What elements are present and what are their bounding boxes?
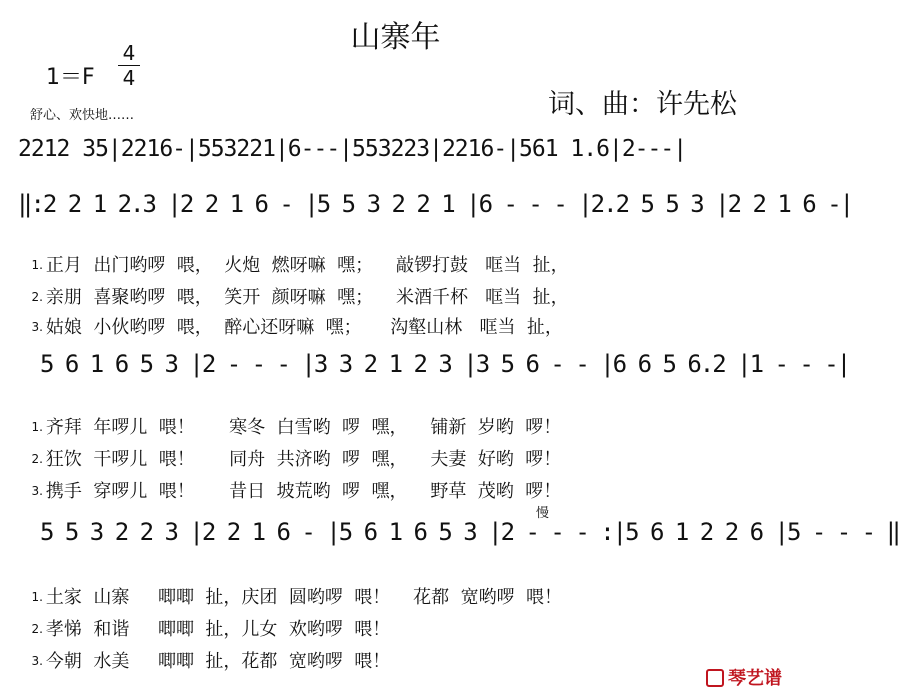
verse-number: 1.	[31, 590, 43, 604]
system-1-melody: ‖:2 2 1 2.3 |2 2 1 6 - |5 5 3 2 2 1 |6 - - - |2.2 5 5 3 |2 2 1 6 -|	[18, 190, 853, 218]
verse-number: 2.	[31, 290, 43, 304]
verse-text: 携手 穿啰儿 喂！ 昔日 坡荒哟 啰 嘿， 野草 茂哟 啰！	[45, 481, 562, 502]
verse-number: 3.	[31, 484, 43, 498]
time-signature-bottom: 4	[122, 66, 136, 90]
logo-icon	[706, 669, 724, 687]
verse-number: 1.	[31, 420, 43, 434]
system-3-verse-3	[20, 626, 390, 673]
verse-text: 土家 山寨 唧唧 扯，庆团 圆哟啰 喂！ 花都 宽哟啰 喂！	[45, 587, 563, 608]
verse-text: 今朝 水美 唧唧 扯，花都 宽哟啰 喂！	[45, 651, 391, 672]
verse-text: 齐拜 年啰儿 喂！ 寒冬 白雪哟 啰 嘿， 铺新 岁哟 啰！	[45, 417, 562, 438]
time-signature-top: 4	[122, 41, 136, 65]
verse-number: 2.	[31, 452, 43, 466]
system-2-melody: 5 6 1 6 5 3 |2 - - - |3 3 2 1 2 3 |3 5 6 - - |6 6 5 6.2 |1 - - -|	[40, 350, 850, 378]
system-1-verse-3	[20, 292, 563, 339]
song-title: 山寨年	[350, 20, 441, 55]
system-3-melody: 5 5 3 2 2 3 |2 2 1 6 - |5 6 1 6 5 3 |2 - - - :|5 6 1 2 2 6 |5 - - - ‖	[40, 518, 899, 546]
key-signature: 1＝F	[46, 65, 95, 90]
intro-melody: 2212 35|2216-|553221|6---|553223|2216-|561 1.6|2---|	[18, 136, 687, 162]
verse-text: 狂饮 干啰儿 喂！ 同舟 共济哟 啰 嘿， 夫妻 好哟 啰！	[45, 449, 562, 470]
verse-text: 正月 出门哟啰 喂， 火炮 燃呀嘛 嘿； 敲锣打鼓 哐当 扯，	[45, 255, 569, 276]
verse-text: 亲朋 喜聚哟啰 喂， 笑开 颜呀嘛 嘿； 米酒千杯 哐当 扯，	[45, 287, 569, 308]
verse-number: 1.	[31, 258, 43, 272]
credit: 词、曲：许先松	[548, 89, 737, 120]
verse-text: 孝悌 和谐 唧唧 扯，儿女 欢哟啰 喂！	[45, 619, 391, 640]
logo-text: 琴艺谱	[728, 668, 782, 689]
slow-mark: 慢	[536, 506, 550, 521]
verse-number: 3.	[31, 654, 43, 668]
time-signature	[118, 42, 140, 89]
tempo-mark: 舒心、欢快地……	[30, 108, 135, 123]
verse-number: 3.	[31, 320, 43, 334]
site-logo	[706, 664, 782, 690]
verse-number: 2.	[31, 622, 43, 636]
system-2-verse-3	[20, 456, 561, 503]
verse-text: 姑娘 小伙哟啰 喂， 醉心还呀嘛 嘿； 沟壑山林 哐当 扯，	[45, 317, 563, 338]
